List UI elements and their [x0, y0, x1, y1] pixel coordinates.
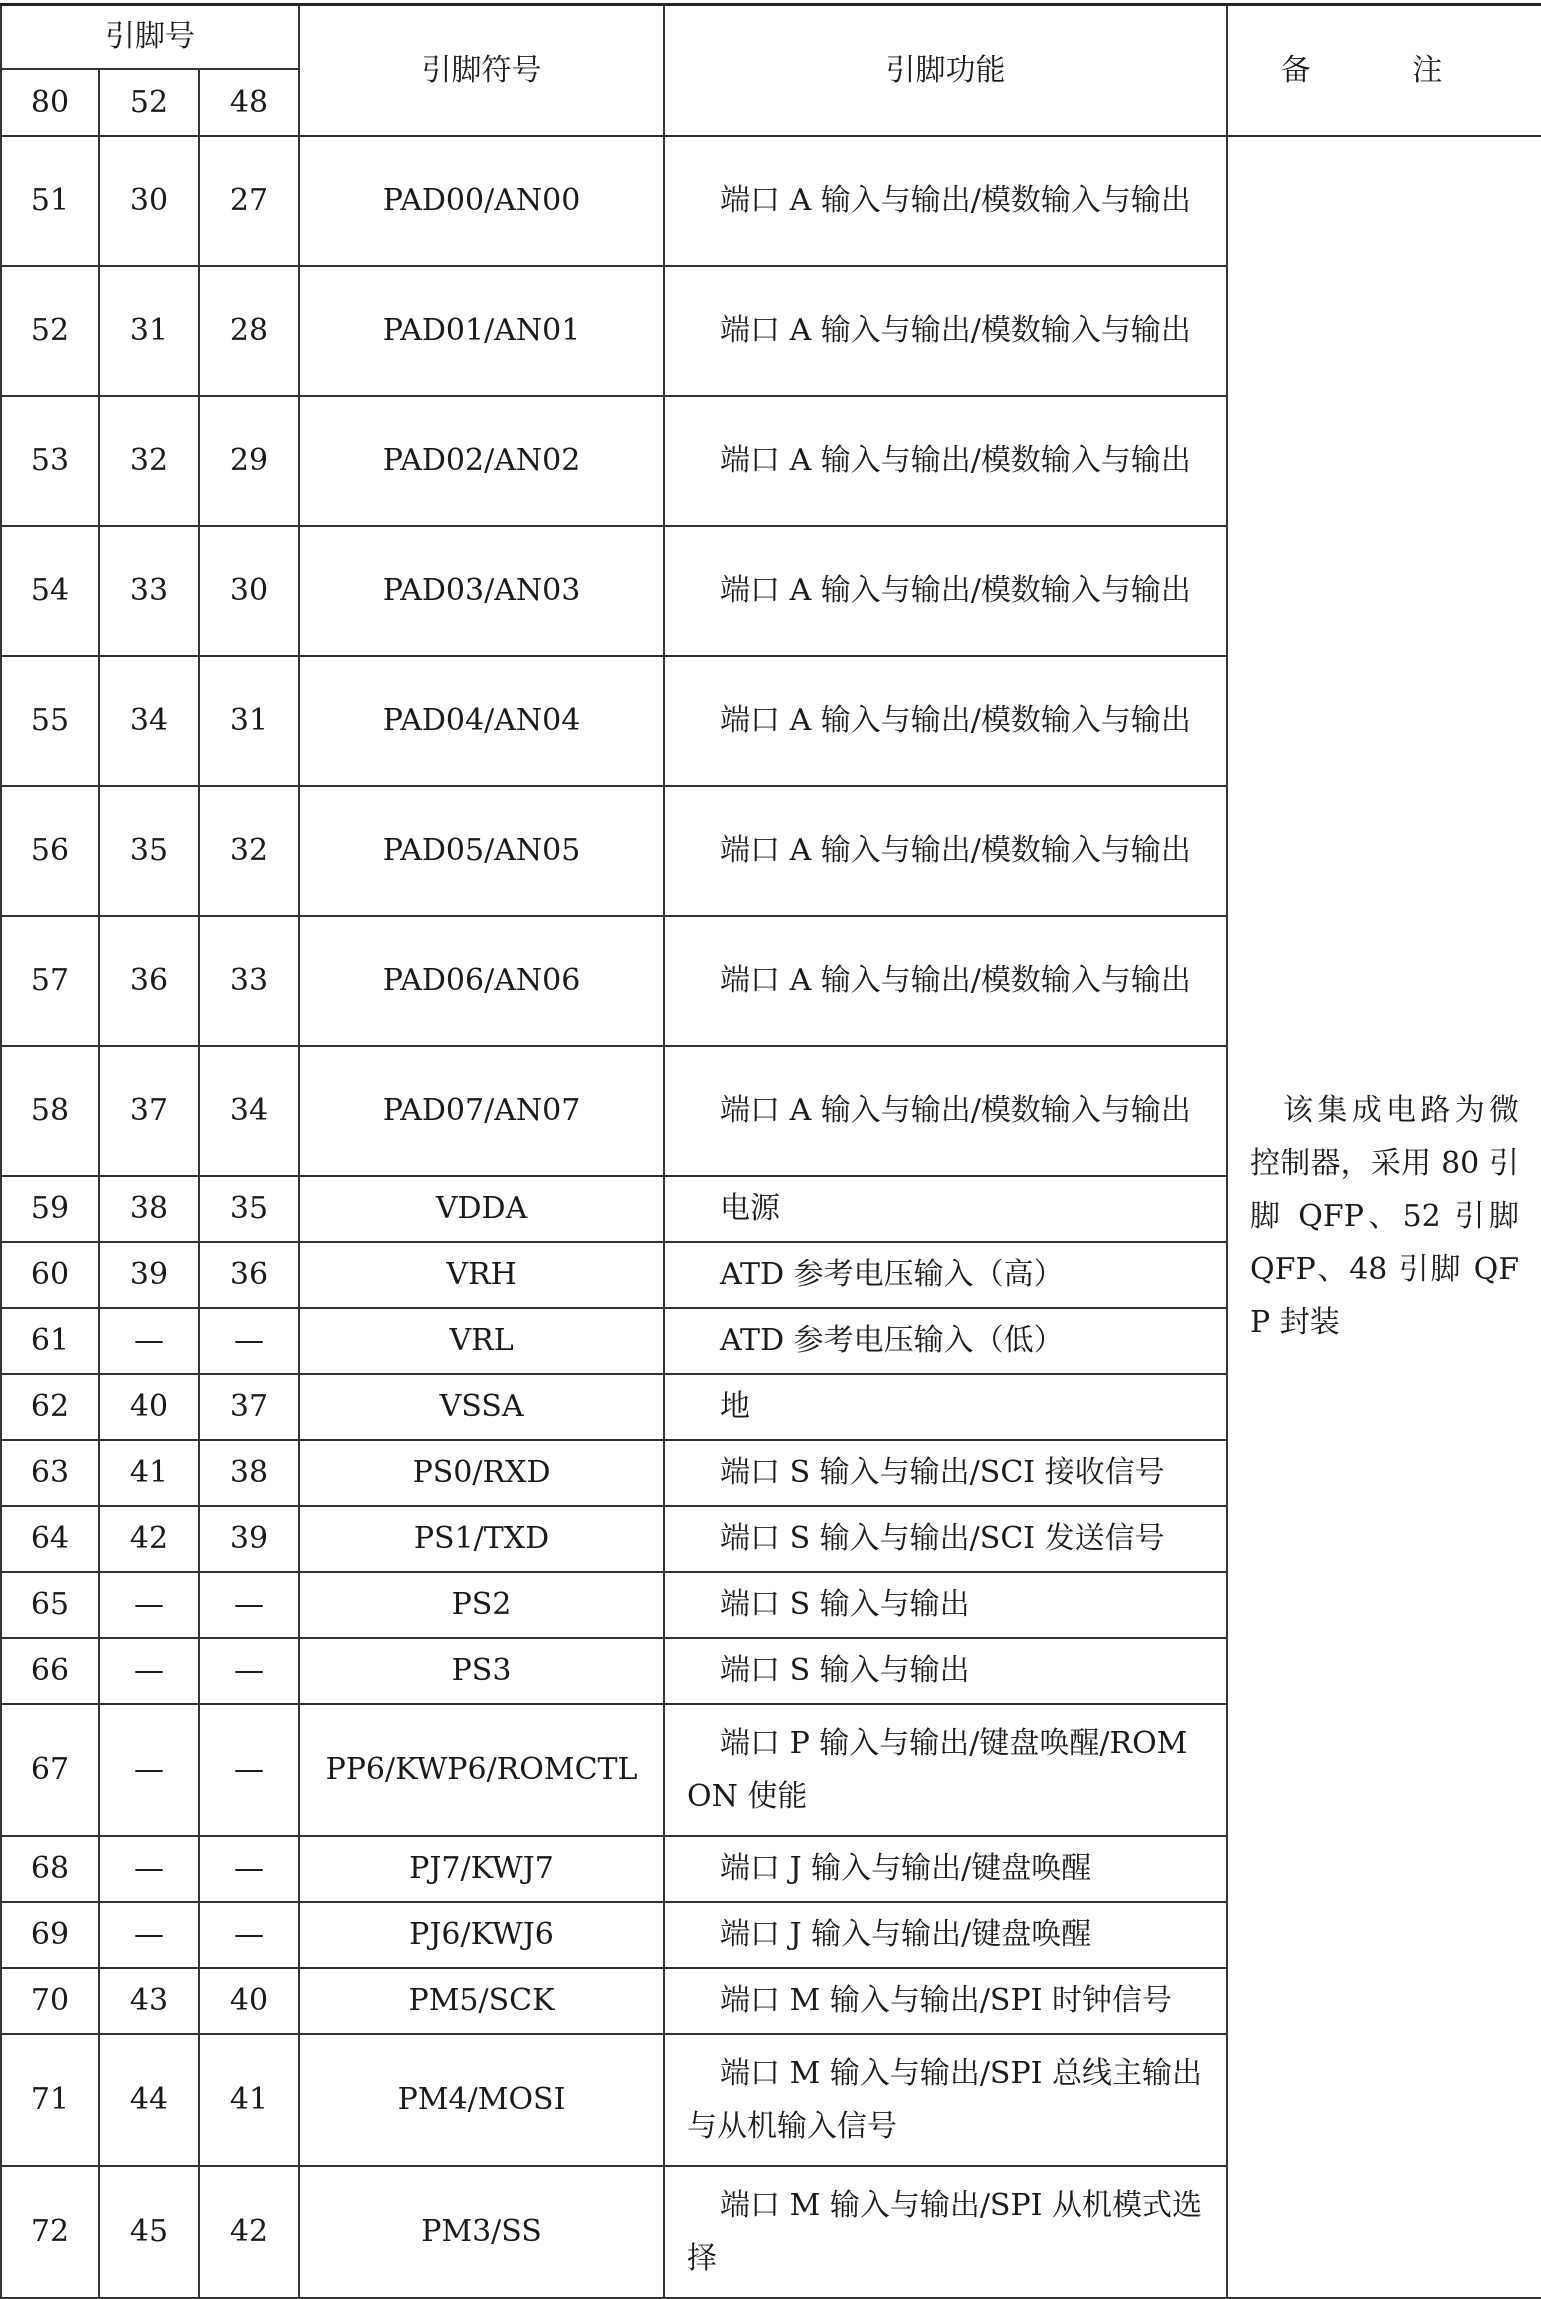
pin-80-cell: 53: [1, 396, 99, 526]
pin-function-cell: 地: [664, 1374, 1227, 1440]
pin-function-cell: 端口 A 输入与输出/模数输入与输出: [664, 526, 1227, 656]
pin-function-cell: 端口 A 输入与输出/模数输入与输出: [664, 136, 1227, 266]
pin-table: [0, 3, 1541, 2299]
pin-48-cell: —: [199, 1836, 299, 1902]
pin-48-cell: —: [199, 1308, 299, 1374]
pin-function-cell: 端口 A 输入与输出/模数输入与输出: [664, 1046, 1227, 1176]
pin-symbol-cell: PAD01/AN01: [299, 266, 664, 396]
pin-function-cell: 端口 J 输入与输出/键盘唤醒: [664, 1902, 1227, 1968]
pin-80-cell: 63: [1, 1440, 99, 1506]
pin-52-cell: 35: [99, 786, 199, 916]
pin-number-header: 引脚号: [1, 5, 299, 69]
pin-80-cell: 64: [1, 1506, 99, 1572]
pin-48-cell: 33: [199, 916, 299, 1046]
pin-symbol-cell: PM4/MOSI: [299, 2034, 664, 2166]
pin-symbol-cell: PAD06/AN06: [299, 916, 664, 1046]
pin-function-cell: ATD 参考电压输入（低）: [664, 1308, 1227, 1374]
pin-80-cell: 58: [1, 1046, 99, 1176]
pin-80-cell: 57: [1, 916, 99, 1046]
pin-symbol-cell: PAD05/AN05: [299, 786, 664, 916]
pin-symbol-cell: PAD00/AN00: [299, 136, 664, 266]
pin-48-cell: 36: [199, 1242, 299, 1308]
pin-52-cell: 42: [99, 1506, 199, 1572]
pin-function-cell: 端口 A 输入与输出/模数输入与输出: [664, 656, 1227, 786]
pin-function-cell: 端口 M 输入与输出/SPI 总线主输出与从机输入信号: [664, 2034, 1227, 2166]
pin-80-cell: 61: [1, 1308, 99, 1374]
pin-symbol-cell: VRL: [299, 1308, 664, 1374]
pin-48-cell: 42: [199, 2166, 299, 2298]
pin-52-cell: —: [99, 1308, 199, 1374]
pin-80-cell: 68: [1, 1836, 99, 1902]
pin-52-cell: —: [99, 1836, 199, 1902]
pin-48-cell: 30: [199, 526, 299, 656]
pin-symbol-cell: PM3/SS: [299, 2166, 664, 2298]
pin-symbol-cell: PS3: [299, 1638, 664, 1704]
pin-80-cell: 56: [1, 786, 99, 916]
pin-48-cell: 32: [199, 786, 299, 916]
pin-48-cell: 38: [199, 1440, 299, 1506]
pin-48-cell: 27: [199, 136, 299, 266]
pin-80-cell: 69: [1, 1902, 99, 1968]
pin-symbol-cell: PM5/SCK: [299, 1968, 664, 2034]
pin-80-cell: 51: [1, 136, 99, 266]
pin-48-cell: 41: [199, 2034, 299, 2166]
pin-80-cell: 62: [1, 1374, 99, 1440]
pin-48-cell: —: [199, 1902, 299, 1968]
pin-52-cell: 38: [99, 1176, 199, 1242]
pin-52-cell: 30: [99, 136, 199, 266]
pin-52-cell: 40: [99, 1374, 199, 1440]
pin-function-cell: 端口 S 输入与输出/SCI 发送信号: [664, 1506, 1227, 1572]
pin-80-cell: 54: [1, 526, 99, 656]
pin-80-cell: 65: [1, 1572, 99, 1638]
pin-function-cell: 端口 A 输入与输出/模数输入与输出: [664, 396, 1227, 526]
pin-80-cell: 59: [1, 1176, 99, 1242]
pin-48-cell: 40: [199, 1968, 299, 2034]
pin-function-cell: ATD 参考电压输入（高）: [664, 1242, 1227, 1308]
pin-52-cell: —: [99, 1638, 199, 1704]
pin-52-cell: —: [99, 1902, 199, 1968]
pin-52-cell: 31: [99, 266, 199, 396]
pin-52-cell: —: [99, 1572, 199, 1638]
pin-80-cell: 71: [1, 2034, 99, 2166]
pin-48-cell: 39: [199, 1506, 299, 1572]
header-row-1: [1, 5, 1541, 69]
pin-80-cell: 70: [1, 1968, 99, 2034]
pin-48-cell: 34: [199, 1046, 299, 1176]
pin-symbol-cell: PJ6/KWJ6: [299, 1902, 664, 1968]
pin-52-cell: 41: [99, 1440, 199, 1506]
pin-52-cell: —: [99, 1704, 199, 1836]
pin-function-cell: 端口 M 输入与输出/SPI 时钟信号: [664, 1968, 1227, 2034]
pin-80-cell: 66: [1, 1638, 99, 1704]
pin-48-cell: —: [199, 1638, 299, 1704]
pin-52-cell: 36: [99, 916, 199, 1046]
pin-48-cell: —: [199, 1704, 299, 1836]
pin-symbol-cell: PAD02/AN02: [299, 396, 664, 526]
table-row: [1, 136, 1541, 266]
pin-function-cell: 端口 A 输入与输出/模数输入与输出: [664, 266, 1227, 396]
pin-52-cell: 32: [99, 396, 199, 526]
pin-52-cell: 34: [99, 656, 199, 786]
pin-symbol-cell: VDDA: [299, 1176, 664, 1242]
pin-48-cell: 37: [199, 1374, 299, 1440]
pin-symbol-cell: PJ7/KWJ7: [299, 1836, 664, 1902]
pin-52-cell: 39: [99, 1242, 199, 1308]
pin-symbol-header: 引脚符号: [299, 5, 664, 136]
pin-count-48-header: 48: [199, 69, 299, 136]
pin-symbol-cell: PS1/TXD: [299, 1506, 664, 1572]
pin-symbol-cell: VSSA: [299, 1374, 664, 1440]
pin-symbol-cell: PAD03/AN03: [299, 526, 664, 656]
pin-52-cell: 33: [99, 526, 199, 656]
pin-function-cell: 端口 P 输入与输出/键盘唤醒/ROMON 使能: [664, 1704, 1227, 1836]
pin-function-cell: 端口 A 输入与输出/模数输入与输出: [664, 916, 1227, 1046]
pin-48-cell: 31: [199, 656, 299, 786]
pin-function-header: 引脚功能: [664, 5, 1227, 136]
pin-symbol-cell: PP6/KWP6/ROMCTL: [299, 1704, 664, 1836]
pin-function-cell: 端口 A 输入与输出/模数输入与输出: [664, 786, 1227, 916]
pin-count-52-header: 52: [99, 69, 199, 136]
pin-52-cell: 44: [99, 2034, 199, 2166]
pin-symbol-cell: VRH: [299, 1242, 664, 1308]
pin-symbol-cell: PAD04/AN04: [299, 656, 664, 786]
pin-80-cell: 55: [1, 656, 99, 786]
pin-52-cell: 45: [99, 2166, 199, 2298]
pin-80-cell: 52: [1, 266, 99, 396]
pin-function-cell: 电源: [664, 1176, 1227, 1242]
pin-function-cell: 端口 J 输入与输出/键盘唤醒: [664, 1836, 1227, 1902]
pin-48-cell: —: [199, 1572, 299, 1638]
pin-48-cell: 28: [199, 266, 299, 396]
pin-function-cell: 端口 M 输入与输出/SPI 从机模式选择: [664, 2166, 1227, 2298]
pin-symbol-cell: PS2: [299, 1572, 664, 1638]
pin-function-cell: 端口 S 输入与输出/SCI 接收信号: [664, 1440, 1227, 1506]
pin-52-cell: 37: [99, 1046, 199, 1176]
pin-function-cell: 端口 S 输入与输出: [664, 1572, 1227, 1638]
pin-48-cell: 29: [199, 396, 299, 526]
pin-symbol-cell: PAD07/AN07: [299, 1046, 664, 1176]
pin-80-cell: 72: [1, 2166, 99, 2298]
remark-header: [1227, 5, 1541, 136]
pin-function-cell: 端口 S 输入与输出: [664, 1638, 1227, 1704]
pin-count-80-header: 80: [1, 69, 99, 136]
remark-header-label: 备 注: [1280, 52, 1489, 88]
remark-cell: 该集成电路为微控制器，采用 80 引脚 QFP、52 引脚 QFP、48 引脚 QFP 封装: [1227, 136, 1541, 2298]
pin-80-cell: 60: [1, 1242, 99, 1308]
pin-symbol-cell: PS0/RXD: [299, 1440, 664, 1506]
pin-52-cell: 43: [99, 1968, 199, 2034]
pin-80-cell: 67: [1, 1704, 99, 1836]
pin-48-cell: 35: [199, 1176, 299, 1242]
